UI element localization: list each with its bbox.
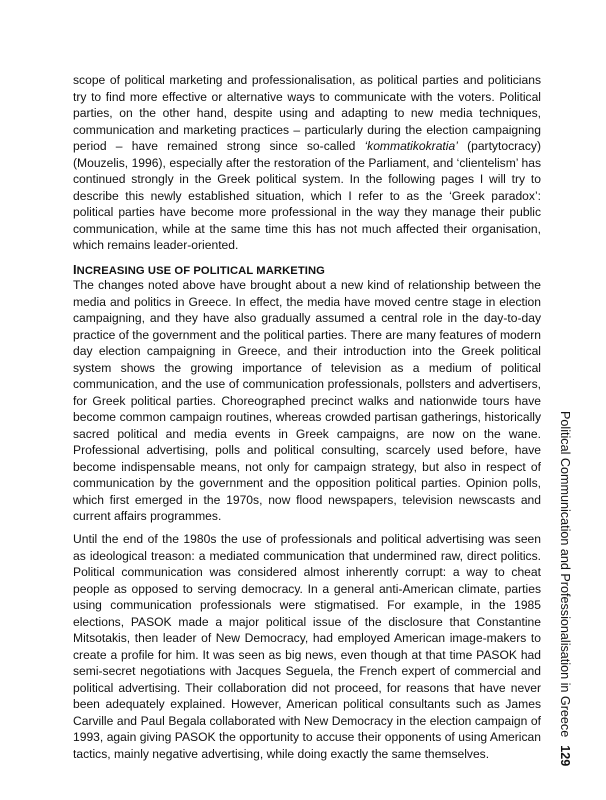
paragraph-3-text: Until the end of the 1980s the use of professionals and political advertising was seen as ideological treason: a mediated communication that undermined raw, direct politics. Political communication was considered almost inherently corrupt: a way to cheat people as opposed to serving democracy. In a general anti-American climate, parties using communication professionals were stigmatised. For example, in the 1985 elections, PASOK made a major political issue of the disclosure that Constantine Mitsotakis, then leader of New Democracy, had employed American image-makers to create a profile for him. It was seen as big news, even though at that time PASOK had semi-secret negotiations with Jacques Seguela, the French expert of commercial and political advertising. Their collaboration did not proceed, for reasons that have never been adequately explained. However, American political consultants such as James Carville and Paul Begala collaborated with New Democracy in the election campaign of 1993, again giving PASOK the opportunity to accuse their opponents of using American tactics, mainly negative advertising, while doing exactly the same themselves. xyxy=(73,532,541,761)
paragraph-1-text: scope of political marketing and professionalisation, as political parties and politicians try to find more effective or alternative ways to communicate with the voters. Political parties, on the other hand, despite using and adapting to new media techniques, communication and marketing practices – particularly during the election campaigning period – have remained strong since so-called xyxy=(73,73,541,153)
section-heading xyxy=(73,262,325,277)
running-head xyxy=(558,411,572,766)
body-paragraph-1 xyxy=(73,72,541,254)
page-number: 129 xyxy=(558,745,572,767)
section-heading-rest: NCREASING USE OF POLITICAL MARKETING xyxy=(76,265,325,277)
paragraph-2-text: The changes noted above have brought about a new kind of relationship between the media and politics in Greece. In effect, the media have moved centre stage in election campaigning, and they have also gradually assumed a central role in the day-to-day practice of the government and the political parties. There are many features of modern day election campaigning in Greece, and their introduction into the Greek political system shows the growing importance of television as a medium of political communication, and the use of communication professionals, pollsters and advertisers, for Greek political parties. Choreographed precinct walks and nationwide tours have become common campaign routines, whereas crowded partisan gatherings, historically sacred political and media events in Greek campaigns, are now on the wane. Professional advertising, polls and political consulting, scarcely used before, have become indispensable means, not only for campaign strategy, but also in respect of communication by the government and the opposition political parties. Opinion polls, which first emerged in the 1970s, now flood newspapers, television newscasts and current affairs programmes. xyxy=(73,278,541,523)
paragraph-1-term: ‘kommatikokratia’ xyxy=(364,139,458,153)
body-paragraph-2 xyxy=(73,277,541,525)
section-heading-initial: I xyxy=(73,262,77,277)
paragraph-1-text-end: (partytocracy) (Mouzelis, 1996), especially after the restoration of the Parliament, and ‘clientelism’ has continued strongly in the Greek political system. In the following pages I will try to describe this newly established situation, which I refer to as the ‘Greek paradox’: political parties have become more professional in the way they manage their public communication, while at the same time this has not much affected their organisation, which remains leader-oriented. xyxy=(73,139,541,252)
running-head-title: Political Communication and Professionalisation in Greece xyxy=(558,411,572,738)
body-paragraph-3 xyxy=(73,531,541,762)
